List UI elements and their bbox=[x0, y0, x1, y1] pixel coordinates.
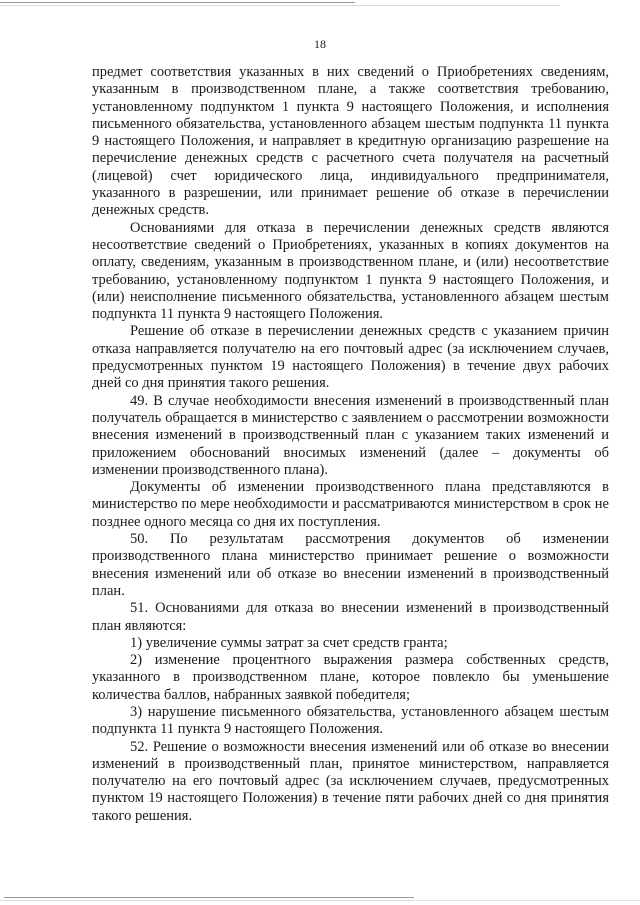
paragraph-49-documents: Документы об изменении производственного плана представляются в министерство по мере необходимости и рассматриваются министерством в срок не позднее одного месяца со дня их поступления. bbox=[92, 479, 609, 530]
document-body bbox=[92, 64, 609, 825]
scan-edge-bottom bbox=[4, 897, 414, 898]
paragraph-continuation: предмет соответствия указанных в них сведений о Приобретениях сведениям, указанным в производственном плане, а также соответствия требованию, установленному подпунктом 1 пункта 9 настоящего Положения, и исполнения письменного обязательства, установленного абзацем шестым подпункта 11 пункта 9 настоящего Положения, и направляет в кредитную организацию разрешение на перечисление денежных средств с расчетного счета получателя на расчетный (лицевой) счет юридического лица, индивидуального предпринимателя, указанного в разрешении, или принимает решение об отказе в перечислении денежных средств. bbox=[92, 64, 609, 219]
list-item-51-3: 3) нарушение письменного обязательства, установленного абзацем шестым подпункта 11 пункта 9 настоящего Положения. bbox=[92, 703, 609, 738]
paragraph-49: 49. В случае необходимости внесения изменений в производственный план получатель обращается в министерство с заявлением о рассмотрении возможности внесения изменений в производственный план с указанием таких изменений и приложением обоснований вносимых изменений (далее – документы об изменении производственного плана). bbox=[92, 392, 609, 478]
scan-edge-top-faint bbox=[0, 5, 560, 6]
paragraph-50: 50. По результатам рассмотрения документов об изменении производственного плана министерство принимает решение о возможности внесения изменений или об отказе во внесении изменений в производственный план. bbox=[92, 531, 609, 599]
paragraph-refusal-decision: Решение об отказе в перечислении денежных средств с указанием причин отказа направляется получателю на его почтовый адрес (за исключением случаев, предусмотренных пунктом 19 настоящего Положения) в течение двух рабочих дней со дня принятия такого решения. bbox=[92, 323, 609, 392]
paragraph-refusal-grounds: Основаниями для отказа в перечислении денежных средств являются несоответствие сведений о Приобретениях, указанных в копиях документов на оплату, сведениям, указанным в производственном плане, и (или) несоответствие требованию, установленному подпунктом 1 пункта 9 настоящего Положения, и (или) неисполнение письменного обязательства, установленного абзацем шестым подпункта 11 пункта 9 настоящего Положения. bbox=[92, 219, 609, 323]
list-item-51-2: 2) изменение процентного выражения размера собственных средств, указанного в производственном плане, которое повлекло бы уменьшение количества баллов, набранных заявкой победителя; bbox=[92, 652, 609, 703]
paragraph-52: 52. Решение о возможности внесения изменений или об отказе во внесении изменений в производственный план, принятое министерством, направляется получателю на его почтовый адрес (за исключением случаев, предусмотренных пунктом 19 настоящего Положения) в течение пяти рабочих дней со дня принятия такого решения. bbox=[92, 738, 609, 824]
list-item-51-1: 1) увеличение суммы затрат за счет средств гранта; bbox=[130, 634, 448, 651]
page-number: 18 bbox=[314, 37, 326, 51]
paragraph-51: 51. Основаниями для отказа во внесении изменений в производственный план являются: bbox=[92, 600, 609, 634]
scan-edge-top bbox=[0, 2, 355, 3]
scan-edge-bottom-faint bbox=[0, 900, 640, 901]
